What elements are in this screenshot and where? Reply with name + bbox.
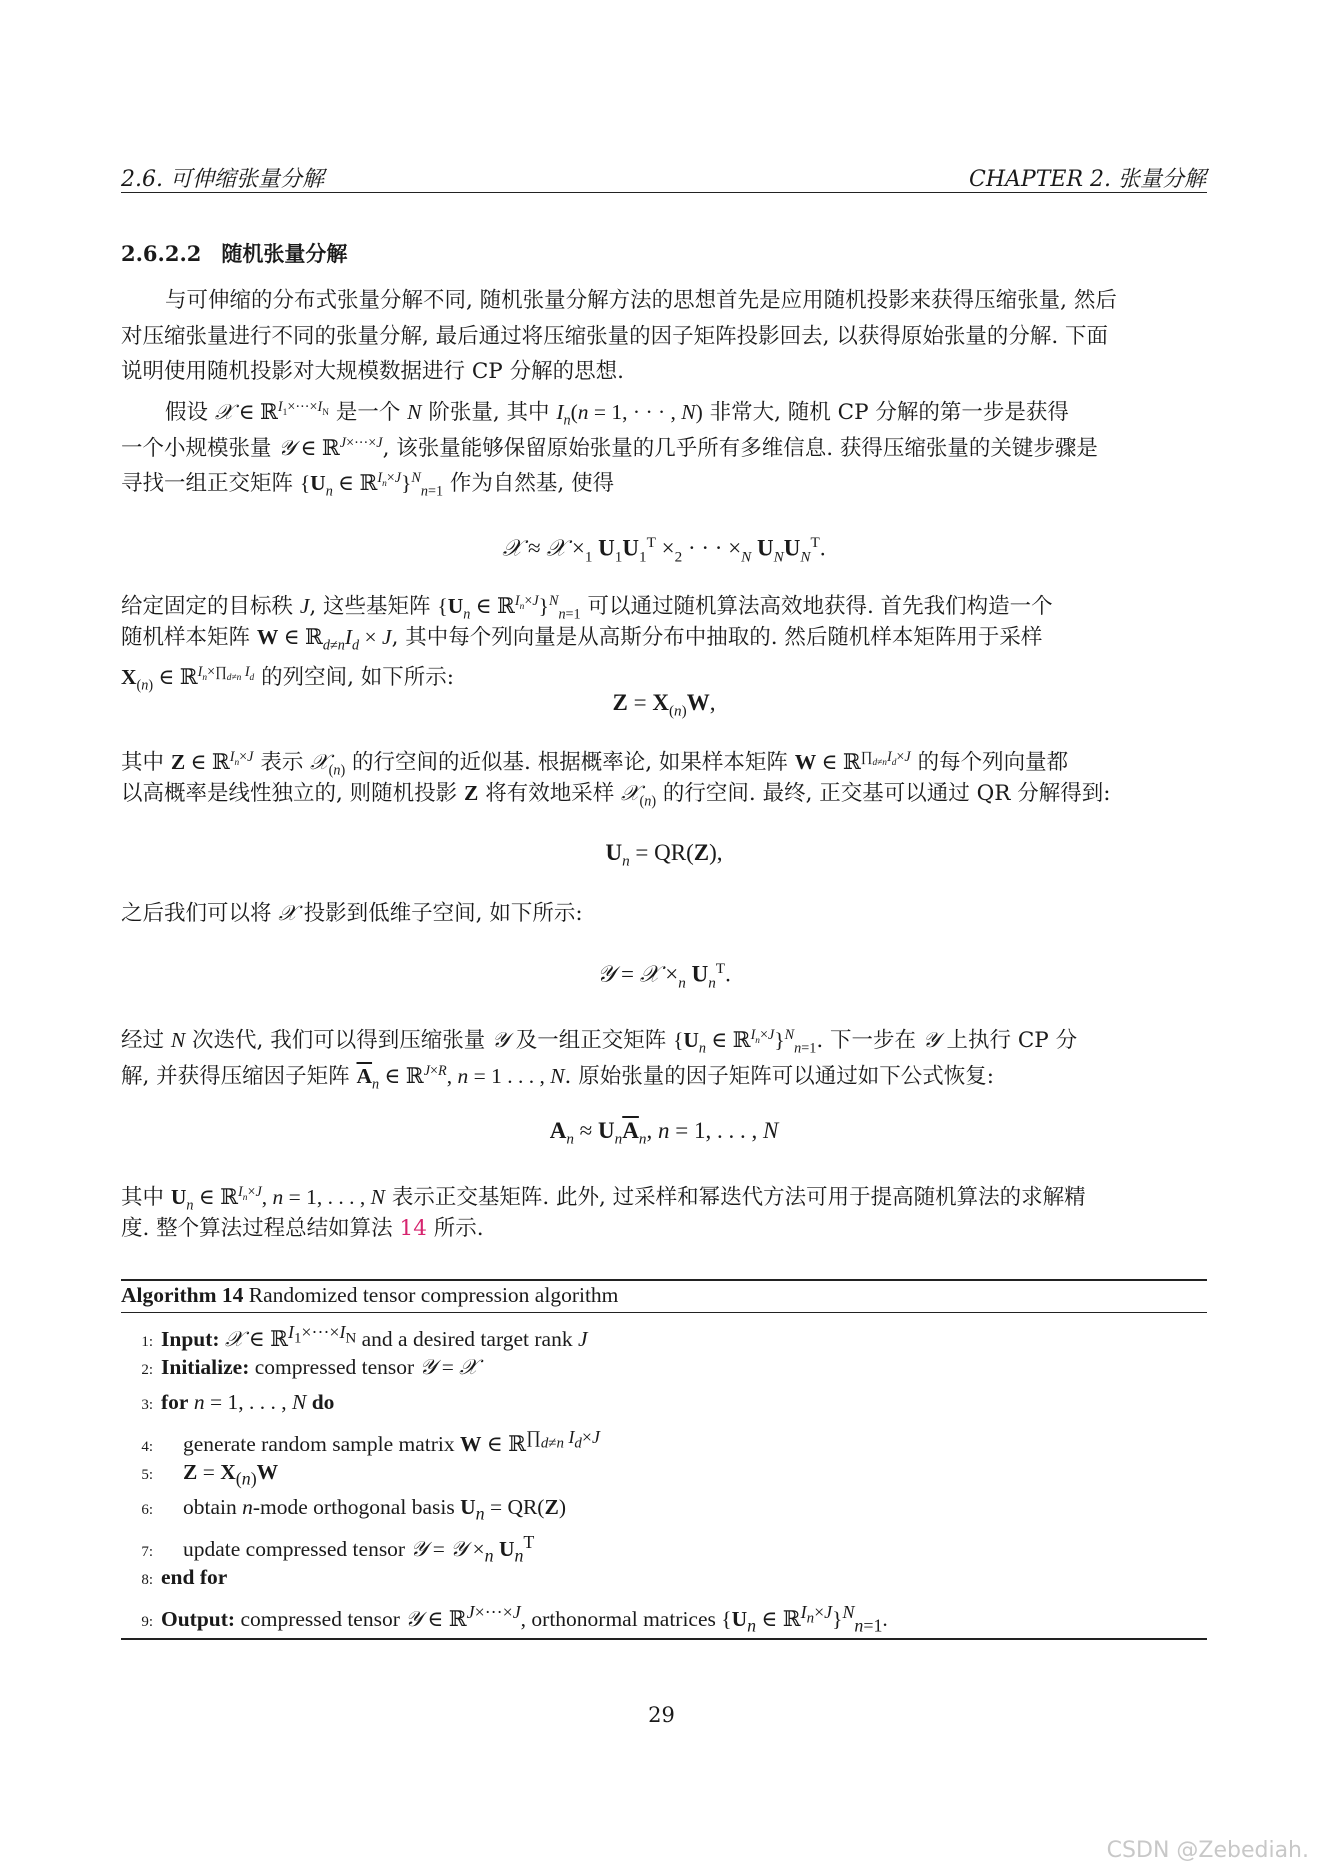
paragraph-6 bbox=[121, 1018, 1207, 1092]
paragraph-3 bbox=[121, 584, 1207, 694]
p2-line-1: 假设 𝒳 ∈ ℝ$^{I_1\times\cdot\cdot\cdot\times I_N}$ 是一个 N 阶张量, 其中 $I_n(n = 1$, · · · , N) 非常大, 随机 CP 分解的第一步是获得 bbox=[165, 399, 1069, 429]
equation-sampling: $Z = X_{(n)}W$, bbox=[612, 690, 716, 720]
paragraph-1 bbox=[121, 283, 1207, 390]
equation-recover: $A_n \approx U_n\overline{A}_n$, n = 1, . . . , N bbox=[549, 1118, 779, 1148]
p1-line-1: 与可伸缩的分布式张量分解不同, 随机张量分解方法的思想首先是应用随机投影来获得压缩张量, 然后 bbox=[165, 288, 1117, 313]
algorithm-line-3: 3: for n = 1, . . . , N do bbox=[141, 1390, 335, 1414]
section-heading bbox=[121, 238, 347, 268]
paragraph-4 bbox=[121, 740, 1207, 811]
algorithm-bottom-rule bbox=[121, 1638, 1207, 1640]
algorithm-line-9: 9: Output: compressed tensor 𝒴 ∈ ℝ$^{J\times\cdot\cdot\cdot\times J}$, orthonormal matrices {$U_n$ ∈ ℝ$^{I_n\times J}$}$^N_{n=1}$. bbox=[141, 1602, 888, 1636]
equation-qr: $U_n = QR(Z)$, bbox=[605, 840, 723, 870]
watermark: CSDN @Zebediah. bbox=[1106, 1838, 1309, 1863]
p6-line-1: 经过 N 次迭代, 我们可以得到压缩张量 𝒴 及一组正交矩阵 {$U_n$ ∈ ℝ$^{I_n\times J}$}$^N_{n=1}$. 下一步在 𝒴 上执行 CP 分 bbox=[121, 1027, 1078, 1057]
algorithm-line-1: 1: Input: 𝒳 ∈ ℝ$^{I_1\times\cdot\cdot\cdot\times I_N}$ and a desired target rank J bbox=[141, 1322, 588, 1353]
header-rule bbox=[121, 192, 1207, 193]
algorithm-title-rule bbox=[121, 1312, 1207, 1313]
p4-line-2: 以高概率是线性独立的, 则随机投影 Z 将有效地采样 𝒳$_{(n)}$ 的行空间. 最终, 正交基可以通过 QR 分解得到: bbox=[121, 780, 1111, 809]
p4-line-1: 其中 Z ∈ ℝ$^{I_n\times J}$ 表示 𝒳$_{(n)}$ 的行空间的近似基. 根据概率论, 如果样本矩阵 W ∈ ℝ$^{\prod_{d\ne n}I_d\times J}$ 的每个列向量都 bbox=[121, 749, 1069, 779]
algorithm-line-6: 6: obtain n-mode orthogonal basis $U_n = QR(Z)$ bbox=[141, 1495, 566, 1524]
equation-compress: 𝒴 = 𝒳 $\times_n$ $U_n^T$. bbox=[597, 960, 731, 992]
p3-line-3: $X_{(n)}$ ∈ ℝ$^{I_n\times\prod_{d\ne n} I_d}$ 的列空间, 如下所示: bbox=[121, 664, 454, 694]
p6-line-2: 解, 并获得压缩因子矩阵 $\overline{A}_n$ ∈ ℝ$^{J\times R}$, n = 1 . . . , N. 原始张量的因子矩阵可以通过如下公式恢复: bbox=[121, 1062, 994, 1092]
algorithm-line-2: 2: Initialize: compressed tensor 𝒴 = 𝒳 bbox=[141, 1355, 478, 1380]
section-title: 随机张量分解 bbox=[221, 241, 348, 266]
p5-line-1: 之后我们可以将 𝒳 投影到低维子空间, 如下所示: bbox=[121, 901, 583, 926]
algorithm-reference-link[interactable]: 14 bbox=[399, 1215, 427, 1241]
running-header-left: 2.6. 可伸缩张量分解 bbox=[121, 167, 324, 192]
algorithm-caption: Algorithm 14 Randomized tensor compression algorithm bbox=[121, 1283, 619, 1307]
page-number: 29 bbox=[648, 1703, 675, 1727]
p1-line-3: 说明使用随机投影对大规模数据进行 CP 分解的思想. bbox=[121, 359, 624, 384]
running-header-right: CHAPTER 2. 张量分解 bbox=[969, 167, 1206, 192]
algorithm-line-8: 8: end for bbox=[141, 1565, 228, 1589]
p2-line-2: 一个小规模张量 𝒴 ∈ ℝ$^{J\times\cdot\cdot\cdot\times J}$, 该张量能够保留原始张量的几乎所有多维信息. 获得压缩张量的关键步骤是 bbox=[121, 434, 1098, 461]
paragraph-7 bbox=[121, 1175, 1207, 1246]
algorithm-line-4: 4: generate random sample matrix W ∈ ℝ$^{\prod_{d\ne n} I_d\times J}$ bbox=[141, 1427, 600, 1457]
section-number: 2.6.2.2 bbox=[121, 241, 202, 266]
p3-line-1: 给定固定的目标秩 J, 这些基矩阵 {$U_n$ ∈ ℝ$^{I_n\times J}$}$^N_{n=1}$ 可以通过随机算法高效地获得. 首先我们构造一个 bbox=[121, 593, 1053, 623]
algorithm-line-5: 5: $Z = X_{(n)}W$ bbox=[141, 1460, 279, 1489]
p7-line-1: 其中 $U_n$ ∈ ℝ$^{I_n\times J}$, n = 1, . . . , N 表示正交基矩阵. 此外, 过采样和幂迭代方法可用于提高随机算法的求解精 bbox=[121, 1184, 1086, 1214]
p7-line-2: 度. 整个算法过程总结如算法 14 所示. bbox=[121, 1215, 484, 1241]
algorithm-top-rule bbox=[121, 1279, 1207, 1281]
paragraph-2 bbox=[121, 390, 1207, 500]
p2-line-3: 寻找一组正交矩阵 {$U_n$ ∈ ℝ$^{I_n\times J}$}$^N_{n=1}$ 作为自然基, 使得 bbox=[121, 470, 615, 500]
algorithm-line-7: 7: update compressed tensor 𝒴 = 𝒴 $\times_n$ $U_n^T$ bbox=[141, 1532, 535, 1566]
paragraph-5 bbox=[121, 896, 1207, 932]
equation-projection: 𝒳 ≈ 𝒳 $\times_1$ $U_1U_1^T \times_2$ · · · $\times_N$ $U_NU_N^T$. bbox=[502, 534, 826, 566]
p3-line-2: 随机样本矩阵 W ∈ $ℝ_{d\ne n}I_d \times J$, 其中每个列向量是从高斯分布中抽取的. 然后随机样本矩阵用于采样 bbox=[121, 624, 1043, 653]
p1-line-2: 对压缩张量进行不同的张量分解, 最后通过将压缩张量的因子矩阵投影回去, 以获得原始张量的分解. 下面 bbox=[121, 323, 1109, 349]
